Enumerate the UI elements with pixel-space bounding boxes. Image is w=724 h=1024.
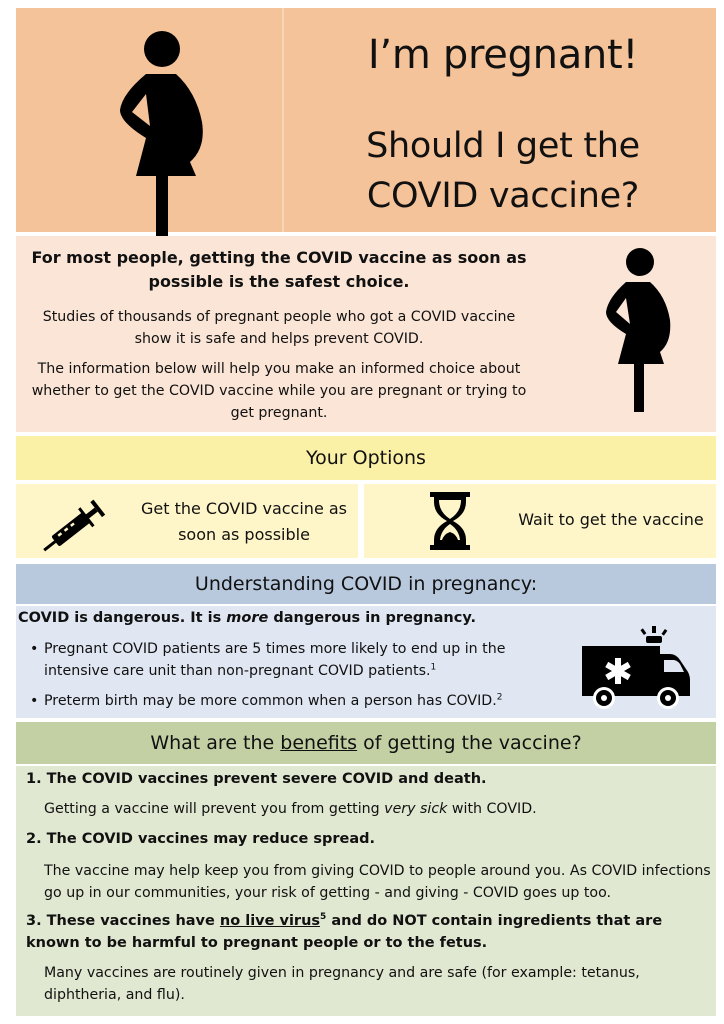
intro-paragraph-1: Studies of thousands of pregnant people who got a COVID vaccine show it is safe and helps prevent COVID. [42,309,516,347]
hourglass-icon [428,490,472,552]
pregnant-person-icon [116,30,208,238]
benefit-3-body: Many vaccines are routinely given in pregnancy and are safe (for example: tetanus, diphtheria, and flu). [44,965,640,1003]
benefits-section [16,766,716,1016]
bullet-marker: • [30,641,39,657]
intro-section [16,236,716,432]
syringe-icon [38,496,114,556]
option-vaccinate-text: Get the COVID vaccine as soon as possible [140,499,348,544]
intro-lead: For most people, getting the COVID vaccine as soon as possible is the safest choice. [31,248,527,291]
ambulance-icon [578,624,692,710]
pregnant-person-icon [604,248,674,414]
title-line-1: I’m pregnant! [367,32,639,78]
benefit-1-body: Getting a vaccine will prevent you from getting very sick with COVID. [44,801,537,817]
understanding-heading: Understanding COVID in pregnancy: [16,564,716,604]
benefits-heading: What are the benefits of getting the vaccine? [16,722,716,764]
bullet-marker: • [30,693,39,709]
benefit-2-body: The vaccine may help keep you from giving COVID to people around you. As COVID infections go up in our communities, your risk of getting - and giving - COVID goes up too. [44,863,711,901]
header-divider [282,8,284,232]
option-wait-text: Wait to get the vaccine [518,510,704,529]
header-banner [16,8,716,232]
understanding-lead: COVID is dangerous. It is more dangerous in pregnancy. [18,610,476,626]
list-item: • Pregnant COVID patients are 5 times more likely to end up in the intensive care unit than non-pregnant COVID patients.$^1$ [30,638,534,682]
option-vaccinate [16,484,358,558]
title-line-2: Should I get the [366,126,640,166]
understanding-section [16,606,716,718]
benefit-2-title: 2. The COVID vaccines may reduce spread. [26,831,376,847]
options-heading: Your Options [16,436,716,480]
benefit-3-title: 3. These vaccines have no live virus$^5$ and do NOT contain ingredients that are known to be harmful to pregnant people or to the fetus. [26,912,663,951]
intro-paragraph-2: The information below will help you make an informed choice about whether to get the COVID vaccine while you are pregnant or trying to get pregnant. [31,361,527,421]
benefit-1-title: 1. The COVID vaccines prevent severe COVID and death. [26,771,487,787]
title-line-3: COVID vaccine? [366,176,640,216]
option-wait [364,484,716,558]
list-item: • Preterm birth may be more common when a person has COVID.$^2$ [30,690,534,712]
